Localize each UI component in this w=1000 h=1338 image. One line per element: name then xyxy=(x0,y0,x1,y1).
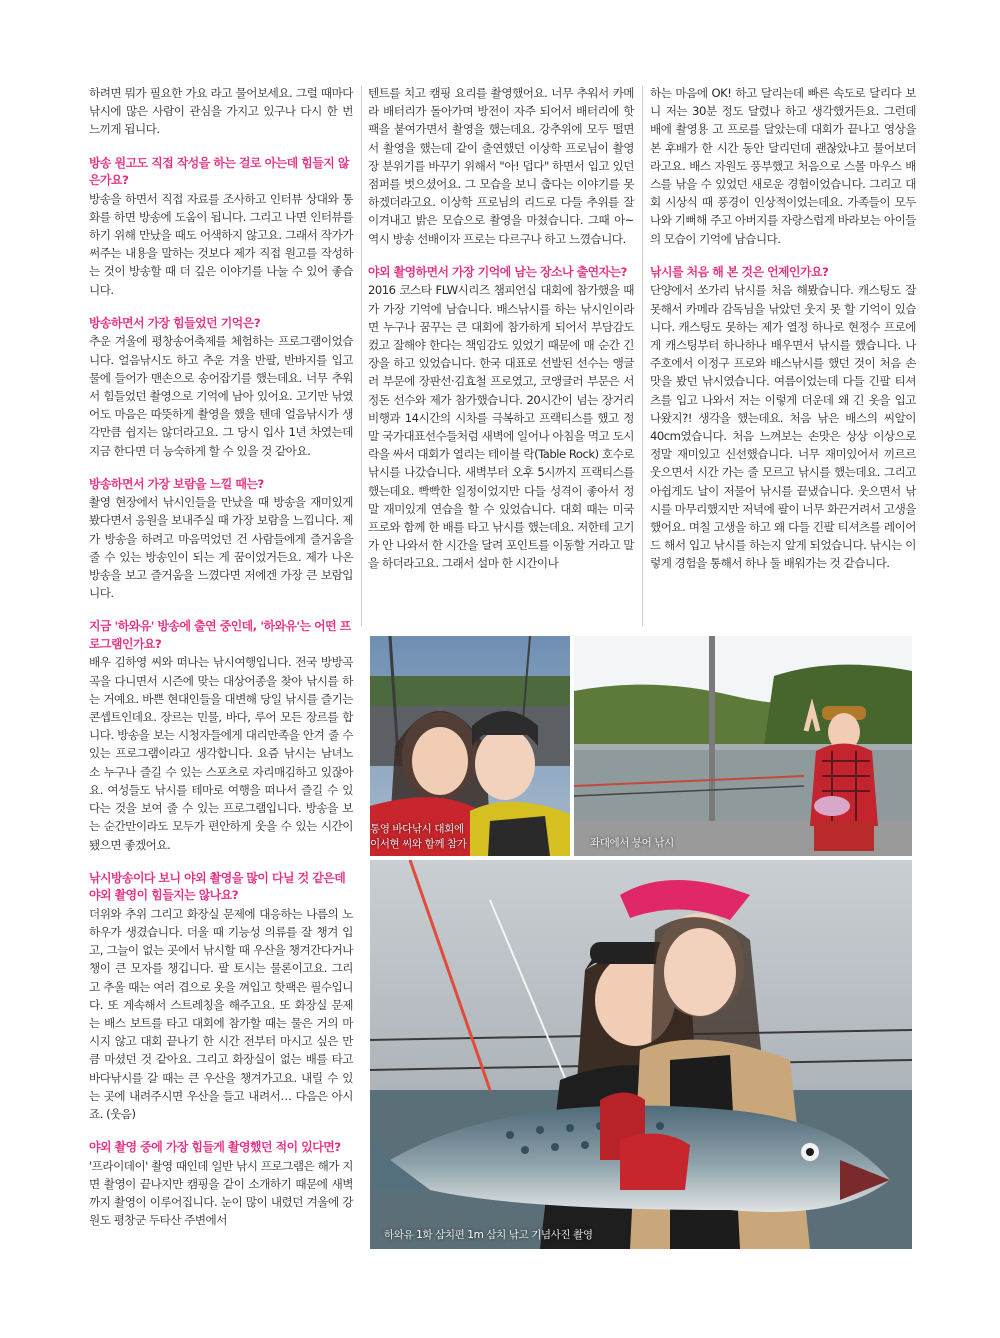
photo-platform-fishing xyxy=(574,636,912,856)
answer-paragraph: 단양에서 쏘가리 낚시를 처음 해봤습니다. 캐스팅도 잘 못해서 카메라 감독님을 낚았던 웃지 못 할 기억이 있습니다. 캐스팅도 못하는 제가 열정 하나로 현정수 프로에게 캐스팅부터 하나하나 배우면서 낚시를 했습니다. 나주호에서 이정구 프로와 배스낚시를 했던 것이 처음 손맛을 봤던 낚시였습니다. 여름이었는데 다들 긴팔 티셔츠를 입고 나와서 저는 이렇게 더운데 왜 긴 옷을 입고 나왔지?! 생각을 했는데요. 처음 낚은 배스의 씨알이 40cm였습니다. 처음 느껴보는 손맛은 상상 이상으로 정말 재미있고 신선했습니다. 너무 재미있어서 끼르르 웃으면서 시간 가는 줄 모르고 낚시를 했는데요. 그리고 아쉽게도 날이 저물어 낚시를 끝냈습니다. 웃으면서 낚시를 마무리했지만 저녁에 팔이 너무 화끈거려서 고생을 했어요. 며칠 고생을 하고 왜 다들 긴팔 티셔츠를 레이어드 해서 입고 낚시를 하는지 알게 되었습니다. 낚시는 이렇게 경험을 통해서 하나 둘 배워가는 것 같습니다. xyxy=(650,283,916,571)
photo-spanish-mackerel-catch xyxy=(370,860,912,1249)
answer-paragraph: 방송을 하면서 직접 자료를 조사하고 인터뷰 상대와 통화를 하면 방송에 도움이 됩니다. 그리고 나면 인터뷰를 하기 위해 만났을 때도 어색하지 않고요. 그래서 작가가 써주는 내용을 말하는 것보다 제가 직접 원고를 작성하는 것이 방송할 때 더 깊은 이야기를 나눌 수 있어 좋습니다. xyxy=(89,191,353,297)
interview-question: 낚시방송이다 보니 야외 촬영을 많이 다닐 것 같은데 야외 촬영이 힘들지는 않나요? xyxy=(89,870,346,903)
article-column-3 xyxy=(650,84,916,573)
interview-question: 방송 원고도 직접 작성을 하는 걸로 아는데 힘들지 않은가요? xyxy=(89,155,349,188)
article-column-2 xyxy=(368,84,634,573)
photo-caption xyxy=(370,822,467,851)
interview-question: 야외 촬영 중에 가장 힘들게 촬영했던 적이 있다면? xyxy=(89,1140,341,1155)
answer-paragraph: 추운 겨울에 평창송어축제를 체험하는 프로그램이었습니다. 얼음낚시도 하고 추운 겨울 반팔, 반바지를 입고 물에 들어가 맨손으로 송어잡기를 했는데요. 너무 추워서 힘들었던 촬영으로 기억에 남아 있어요. 고기만 낚였어도 마음은 따뜻하게 촬영을 했을 텐데 얼음낚시가 생각만큼 쉽지는 않더라고요. 그 당시 입사 1년 차였는데 지금 한다면 더 능숙하게 할 수 있을 것 같아요. xyxy=(89,334,353,458)
photo-caption xyxy=(384,1228,593,1243)
interview-question: 낚시를 처음 해 본 것은 언제인가요? xyxy=(650,264,829,279)
caption-line: 통영 바다낚시 대회에 xyxy=(370,823,464,835)
answer-paragraph: 2016 코스타 FLW시리즈 챔피언십 대회에 참가했을 때가 가장 기억에 남습니다. 배스낚시를 하는 낚시인이라면 누구나 꿈꾸는 큰 대회에 참가하게 되어서 부담감도 컸고 잘해야 한다는 책임감도 있었기 때문에 매 순간 긴장을 하고 있었습니다. 한국 대표로 선발된 선수는 앵글러 부문에 장판선·김효철 프로였고, 코앵글러 부문은 서정돈 선수와 제가 참가했습니다. 20시간이 넘는 장거리 비행과 14시간의 시차를 극복하고 프랙티스를 했고 정말 국가대표선수들처럼 새벽에 일어나 아침을 먹고 도시락을 싸서 대회가 열리는 테이블 락(Table Rock) 호수로 낚시를 나갔습니다. 새벽부터 오후 5시까지 프랙티스를 했는데요. 빡빡한 일정이었지만 다들 성격이 좋아서 정말 재미있게 연습을 할 수 있었습니다. 대회 때는 미국 프로와 함께 한 배를 타고 낚시를 했는데요. 저한테 고기가 안 나와서 한 시간을 달려 포인트를 이동할 거라고 말을 하더라고요. 그래서 설마 한 시간이나 xyxy=(368,283,634,571)
caption-line: 이서현 씨와 함께 참가 xyxy=(370,837,467,850)
photo-sea-fishing-selfie xyxy=(370,636,570,856)
interview-question: 지금 '하와유' 방송에 출연 중인데, '하와유'는 어떤 프로그램인가요? xyxy=(89,619,351,651)
interview-question: 방송하면서 가장 보람을 느낄 때는? xyxy=(89,476,264,491)
interview-question: 방송하면서 가장 힘들었던 기억은? xyxy=(89,315,261,330)
answer-paragraph: 배우 김하영 씨와 떠나는 낚시여행입니다. 전국 방방곡곡을 다니면서 시즌에 맞는 대상어종을 찾아 낚시를 하는 거예요. 바쁜 현대인들을 대변해 당일 낚시를 즐기는 콘셉트인데요. 장르는 민물, 바다, 루어 모든 장르를 합니다. 방송을 보는 시청자들에게 대리만족을 안겨 줄 수 있는 프로그램이라고 생각합니다. 요즘 낚시는 남녀노소 누구나 즐길 수 있는 스포츠로 자리매김하고 있잖아요. 여성들도 낚시를 테마로 여행을 떠나서 즐길 수 있다는 것을 보여 줄 수 있는 프로그램입니다. 방송을 보는 순간만이라도 모두가 편안하게 웃을 수 있는 시간이 됐으면 좋겠어요. xyxy=(89,655,353,852)
photo-caption xyxy=(590,836,674,851)
article-column-1 xyxy=(89,84,353,1229)
photo-platform-fishing-image xyxy=(574,636,912,856)
answer-paragraph: '프라이데이' 촬영 때인데 일반 낚시 프로그램은 해가 지면 촬영이 끝나지만 캠핑을 같이 소개하기 때문에 새벽까지 촬영이 이루어집니다. 눈이 많이 내렸던 겨울에 강원도 평창군 두타산 주변에서 xyxy=(89,1158,353,1228)
answer-paragraph: 하려면 뭐가 필요한 가요 라고 물어보세요. 그럴 때마다 낚시에 많은 사람이 관심을 가지고 있구나 다시 한 번 느끼게 됩니다. xyxy=(89,86,353,137)
column-divider xyxy=(361,86,362,626)
answer-paragraph: 촬영 현장에서 낚시인들을 만났을 때 방송을 재미있게 봤다면서 응원을 보내주실 때 가장 보람을 느낍니다. 제가 방송을 하려고 마음먹었던 건 사람들에게 즐거움을 줄 수 있는 방송인이 되는 게 꿈이었거든요. 제가 나온 방송을 보고 즐거움을 느꼈다면 저에겐 가장 큰 보람입니다. xyxy=(89,495,353,601)
column-divider xyxy=(642,86,643,626)
photo-spanish-mackerel-catch-image xyxy=(370,860,912,1249)
caption-line: 좌대에서 붕어 낚시 xyxy=(590,837,674,849)
answer-paragraph: 더위와 추위 그리고 화장실 문제에 대응하는 나름의 노하우가 생겼습니다. 더울 때 기능성 의류를 잘 챙겨 입고, 그늘이 없는 곳에서 낚시할 때 우산을 챙겨간다거나 챙이 큰 모자를 챙깁니다. 팔 토시는 물론이고요. 그리고 추울 때는 여러 겹으로 옷을 껴입고 핫팩은 필수입니다. 또 계속해서 스트레칭을 해주고요. 또 화장실 문제는 배스 보트를 타고 대회에 참가할 때는 물은 거의 마시지 않고 대회 끝나기 한 시간 전부터 마시고 싶은 만큼 마셨던 것 같아요. 그리고 화장실이 없는 배를 타고 바다낚시를 갈 때는 큰 우산을 챙겨가고요. 내릴 수 있는 곳에 내려주시면 우산을 들고 내려서… 다음은 아시죠. (웃음) xyxy=(89,906,353,1121)
answer-paragraph: 하는 마음에 OK! 하고 달리는데 빠른 속도로 달리다 보니 저는 30분 정도 달렸나 하고 생각했거든요. 그런데 배에 촬영용 고 프로를 달았는데 대회가 끝나고 영상을 본 후배가 한 시간 동안 달리던데 괜찮았냐고 물어보더라고요. 배스 자원도 풍부했고 처음으로 스몰 마우스 배스를 낚을 수 있었던 새로운 경험이었습니다. 그리고 대회 시상식 때 풍경이 인상적이었는데요. 가족들이 모두 나와 기뻐해 주고 아버지를 자랑스럽게 바라보는 아이들의 모습이 기억에 남습니다. xyxy=(650,86,916,246)
answer-paragraph: 텐트를 치고 캠핑 요리를 촬영했어요. 너무 추워서 카메라 배터리가 돌아가며 방전이 자주 되어서 배터리에 핫팩을 붙여가면서 촬영을 했는데요. 강추위에 모두 떨면서 촬영을 했는데 같이 출연했던 이상학 프로님이 촬영장 분위기를 바꾸기 위해서 "아! 덥다" 하면서 입고 있던 점퍼를 벗으셨어요. 그 모습을 보니 춥다는 이야기를 못하겠더라고요. 이상학 프로님의 리드로 다들 추위를 잘 이겨내고 밝은 모습으로 촬영을 마쳤습니다. 그때 아~ 역시 방송 선배이자 프로는 다르구나 하고 느꼈습니다. xyxy=(368,86,634,246)
caption-line: 하와유 1화 삼치편 1m 삼치 낚고 기념사진 촬영 xyxy=(384,1229,593,1241)
interview-question: 야외 촬영하면서 가장 기억에 남는 장소나 출연자는? xyxy=(368,264,627,279)
